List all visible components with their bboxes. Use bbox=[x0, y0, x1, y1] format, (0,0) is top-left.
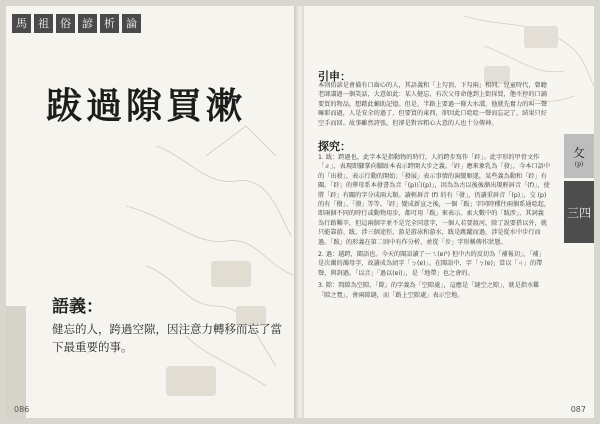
series-char: 祖 bbox=[34, 14, 53, 33]
series-char: 論 bbox=[122, 14, 141, 33]
right-page bbox=[304, 6, 594, 418]
left-page-number: 086 bbox=[14, 405, 30, 414]
series-char: 析 bbox=[100, 14, 119, 33]
intro-heading: 引申： bbox=[318, 70, 351, 83]
chapter-number-tab: 三四 bbox=[564, 181, 594, 243]
study-item: 2. 過：越跨，閩語也。今天的閩語讀了一ㄟ(ɐi⁵) 但中古的反切為「補報切」，「補」是次濁的濁母字，故讀成為紉字「ㄅ(ɐ)」。在閩語中，字「ㄅ(ɐ)」當以「ㄐ」的帶聲，與詢過。「以音」「過以(ɐi)」，是「地帶」也之會的。 bbox=[318, 251, 545, 277]
chapter-tabs bbox=[564, 134, 594, 243]
phonetic-tab bbox=[564, 134, 594, 178]
series-char: 俗 bbox=[56, 14, 75, 33]
right-page-number: 087 bbox=[570, 405, 586, 414]
study-heading: 探究： bbox=[318, 140, 351, 153]
study-item: 3. 隙：間隙為空隙。「隙」的字義為「空隙處」，這應是「縫空之隙」，就是指水雞「隙之寬」，會兩隙縫，而「路上空隙處」表示空地。 bbox=[318, 282, 540, 299]
series-char: 馬 bbox=[12, 14, 31, 33]
faded-map-background bbox=[6, 6, 296, 418]
meaning-paragraph: 健忘的人，跨過空隙，因注意力轉移而忘了當下最重要的事。 bbox=[52, 322, 282, 354]
study-item: 1. 跋：跨過也。此字本是指動物的時行，人的跨步寫作「𨁝」。此字形的甲骨文作「ㄓ」，表現即腳掌向腳趾本表示跨開大步之義。「𨁝」應來象乳為「發」，今本口語中的「出發」，表示行動的開始；「發展」表示事情的演變順遂，某些義為動和「𨁝」有關。「𨁝」的華母系本發書為音「(p)白(p)」，因為為古以後後漸出現輕唇音「(f)」，使將「𨁝」有關的字分成兩大類。讀輕唇音 (f) 的有「發」，仍讀重唇音「(p)」，交 (p) 的有「撥」、「潑」等等。「𨁝」變成新宣之後，一個「跋」字同時種往兩個系通唸起，即兩個不同的時行或動物用步，都可用「跋」來表示。索大數中的「跋涉」，其詞義為行路艱辛，但這兩個字並不是完全同意字，一個人若要渡河，除了說要搭以外，就只能靠游、跋、涉三個途徑，游是游泳和游水，跋是跳躍而過，涉是從水中步行而過。「跋」的形義在第二則中有作分析，並從「步」字形稱傳作狀態。 bbox=[318, 154, 551, 246]
series-char: 諺 bbox=[78, 14, 97, 33]
meaning-heading: 語義： bbox=[52, 297, 103, 317]
proverb-headline: 跋過隙買漱 bbox=[46, 85, 247, 127]
phonetic-char: 攵 bbox=[572, 146, 585, 160]
phonetic-sub: (p) bbox=[574, 161, 584, 168]
left-page bbox=[6, 6, 296, 418]
series-title-banner bbox=[12, 12, 141, 34]
intro-paragraph: 本則俗諺是會備有口齒心的人，其語義和「上勾頂，下勾兩」相同。兒童時代，曾聽老師講過一個笑話，大意如此：某人健忘，有次父母命他到上街採買，他不停的口誦要買的物品，想藉此輔助記憶。但是，半路上要過一條大水溝，他就先奮力的叫一聲嘛耶而過，人是安全的過了，但要買的東西，卻因此口唸唸一聲而忘記了，結果只好空手而回。故事雖然誇張，但卻是對容粗心大意的人也十分傳神。 bbox=[318, 82, 547, 127]
study-section bbox=[318, 153, 550, 300]
